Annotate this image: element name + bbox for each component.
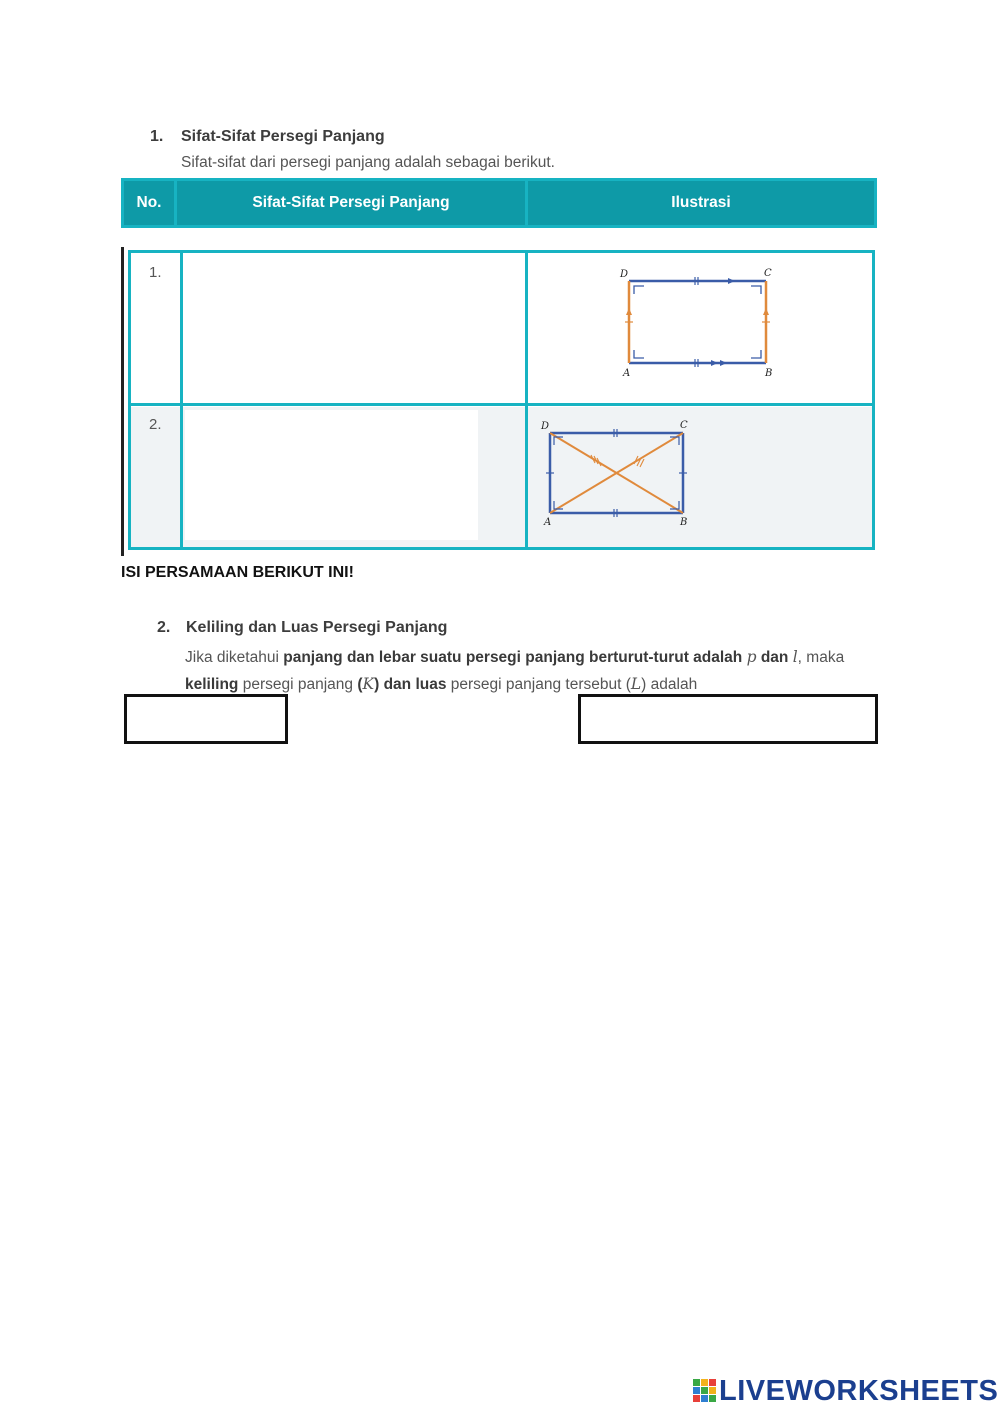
row-1-number: 1. xyxy=(149,264,162,281)
rectangle-illustration-1 xyxy=(610,264,785,382)
liveworksheets-logo-icon xyxy=(693,1378,717,1404)
property-input-1[interactable] xyxy=(186,257,522,401)
section2-number: 2. xyxy=(157,619,171,636)
paragraph-line-1: Jika diketahui panjang dan lebar suatu persegi panjang berturut-turut adalah p dan l, maka xyxy=(185,648,845,666)
property-input-2[interactable] xyxy=(185,410,478,540)
vertex-label-a: A xyxy=(544,517,552,528)
vertex-label-c: C xyxy=(764,268,772,279)
logo-text: LIVEWORKSHEETS xyxy=(719,1374,999,1407)
liveworksheets-logo xyxy=(693,1374,998,1408)
table-header xyxy=(121,178,877,228)
margin-line xyxy=(121,247,124,556)
header-no: No. xyxy=(136,194,162,211)
vertex-label-a: A xyxy=(623,368,631,379)
section1-title: Sifat-Sifat Persegi Panjang xyxy=(181,128,385,145)
table-column-divider xyxy=(525,253,528,547)
section2-paragraph xyxy=(185,644,885,698)
vertex-label-d: D xyxy=(541,421,550,432)
table-row-divider xyxy=(131,403,872,406)
keliling-answer-box[interactable] xyxy=(124,694,288,744)
header-property: Sifat-Sifat Persegi Panjang xyxy=(252,194,450,211)
vertex-label-d: D xyxy=(620,269,629,280)
vertex-label-b: B xyxy=(765,368,773,379)
row-2-number: 2. xyxy=(149,416,162,433)
vertex-label-c: C xyxy=(680,420,688,431)
header-illustration: Ilustrasi xyxy=(671,194,731,211)
section2-title: Keliling dan Luas Persegi Panjang xyxy=(186,619,448,636)
section1-subtitle: Sifat-sifat dari persegi panjang adalah sebagai berikut. xyxy=(181,154,555,171)
luas-answer-box[interactable] xyxy=(578,694,878,744)
paragraph-line-2: keliling persegi panjang (K) dan luas persegi panjang tersebut (L) adalah xyxy=(185,675,698,693)
vertex-label-b: B xyxy=(680,517,688,528)
table-column-divider xyxy=(180,253,183,547)
section1-number: 1. xyxy=(150,128,164,145)
instruction-heading: ISI PERSAMAAN BERIKUT INI! xyxy=(121,564,354,581)
rectangle-illustration-2 xyxy=(538,418,698,530)
